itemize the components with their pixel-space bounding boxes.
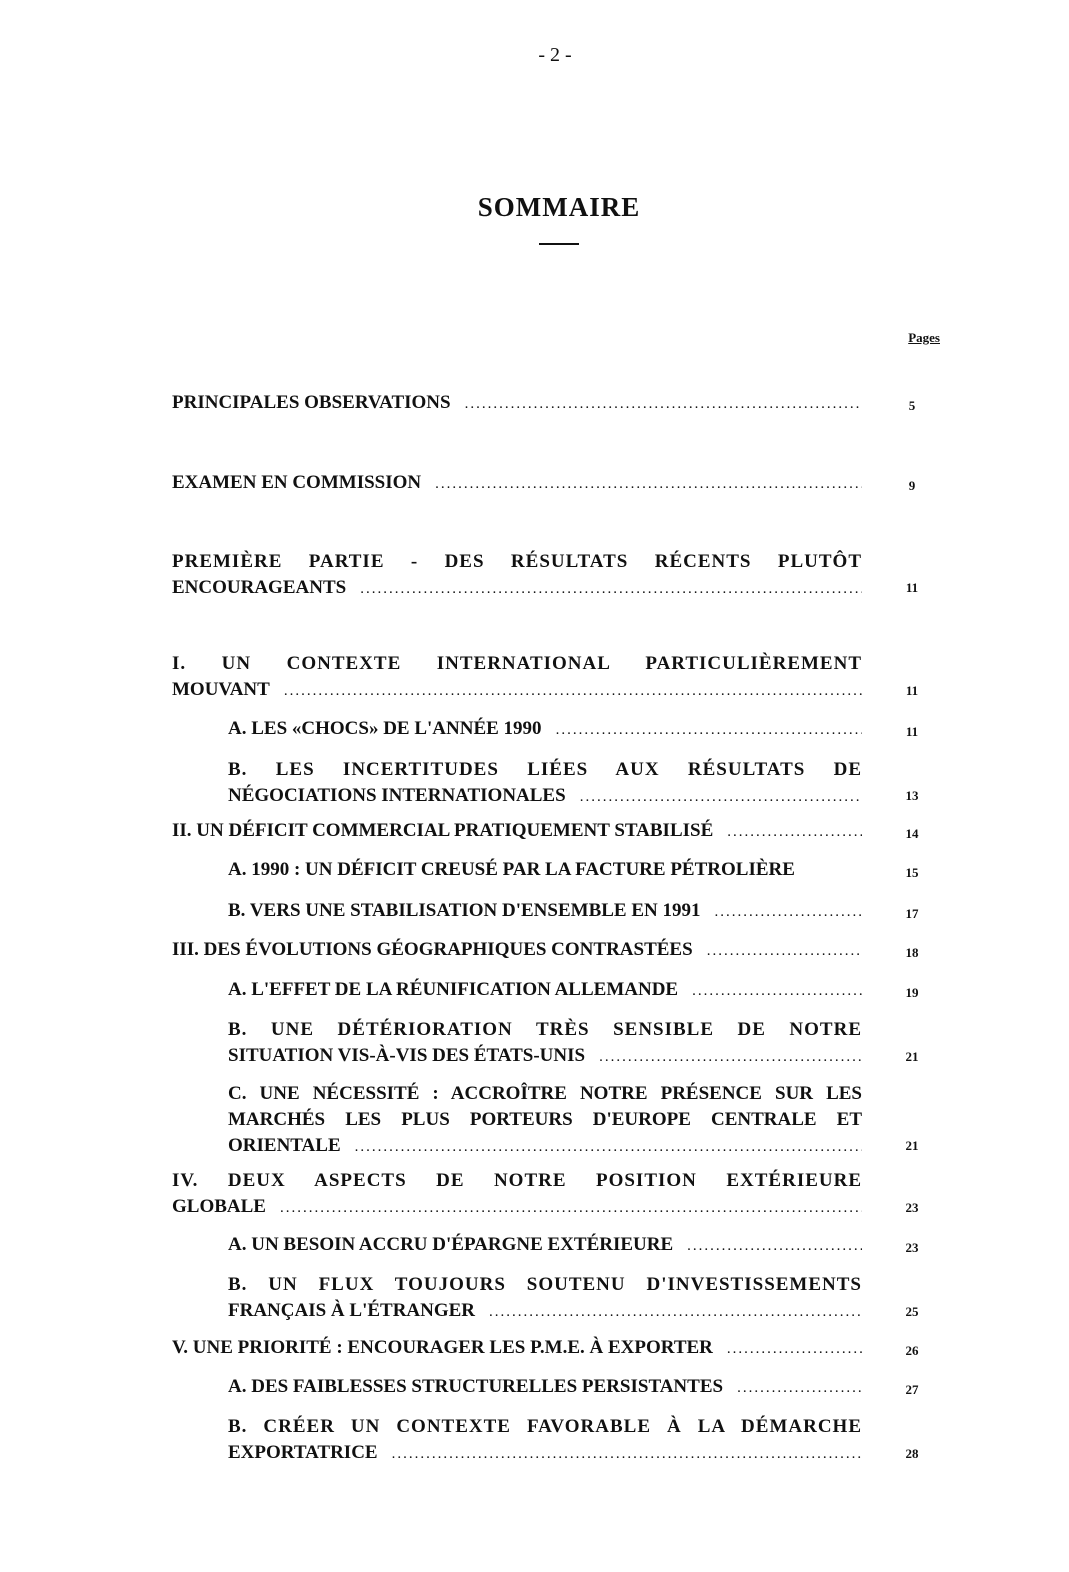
toc-entry-5-b[interactable] bbox=[228, 1414, 862, 1467]
pages-column-header: Pages bbox=[908, 330, 940, 345]
toc-page-number: 11 bbox=[905, 683, 919, 698]
toc-entry-label-line1: B. LES INCERTITUDES LIÉES AUX RÉSULTATS DE bbox=[228, 759, 862, 780]
toc-entry-label: III. DES ÉVOLUTIONS GÉOGRAPHIQUES CONTRASTÉES bbox=[172, 939, 693, 960]
toc-entry-label-line1: PREMIÈRE PARTIE - DES RÉSULTATS RÉCENTS PLUTÔT bbox=[172, 551, 862, 572]
toc-page-number: 19 bbox=[905, 985, 919, 1000]
toc-page-number: 9 bbox=[908, 478, 916, 493]
toc-entry-label: MOUVANT bbox=[172, 679, 270, 700]
page-number: - 2 - bbox=[538, 44, 572, 66]
dot-leader bbox=[687, 1233, 862, 1259]
toc-page-number: 11 bbox=[905, 724, 919, 739]
toc-entry-label-line1: IV. DEUX ASPECTS DE NOTRE POSITION EXTÉRIEURE bbox=[172, 1170, 862, 1191]
toc-entry-label: A. DES FAIBLESSES STRUCTURELLES PERSISTANTES bbox=[228, 1376, 724, 1397]
toc-entry-label: FRANÇAIS À L'ÉTRANGER bbox=[228, 1300, 476, 1321]
dot-leader bbox=[360, 576, 862, 602]
toc-entry-label-line1: C. UNE NÉCESSITÉ : ACCROÎTRE NOTRE PRÉSENCE SUR LES bbox=[228, 1083, 862, 1104]
toc-entry-section-2[interactable] bbox=[172, 818, 862, 845]
toc-page-number: 5 bbox=[908, 398, 916, 413]
toc-entry-label-line1: I. UN CONTEXTE INTERNATIONAL PARTICULIÈREMENT bbox=[172, 653, 862, 674]
dot-leader bbox=[392, 1441, 862, 1467]
toc-page-number: 17 bbox=[905, 906, 919, 921]
toc-page-number: 11 bbox=[905, 580, 919, 595]
dot-leader bbox=[580, 784, 862, 810]
dot-leader bbox=[737, 1375, 862, 1401]
toc-entry-3-b[interactable] bbox=[228, 1017, 862, 1070]
toc-page-number: 23 bbox=[905, 1240, 919, 1255]
toc-page-number: 27 bbox=[905, 1382, 919, 1397]
dot-leader bbox=[280, 1195, 862, 1221]
dot-leader bbox=[715, 899, 863, 925]
toc-entry-2-a[interactable] bbox=[228, 857, 862, 883]
toc-entry-premiere-partie[interactable] bbox=[172, 549, 862, 602]
toc-entry-label: NÉGOCIATIONS INTERNATIONALES bbox=[228, 785, 566, 806]
title-underline bbox=[539, 243, 579, 245]
page-title: SOMMAIRE bbox=[477, 192, 641, 222]
toc-entry-2-b[interactable] bbox=[228, 898, 862, 925]
toc-entry-label: II. UN DÉFICIT COMMERCIAL PRATIQUEMENT STABILISÉ bbox=[172, 820, 714, 841]
toc-page-number: 14 bbox=[905, 826, 919, 841]
toc-entry-section-3[interactable] bbox=[172, 937, 862, 964]
toc-entry-label: A. LES «CHOCS» DE L'ANNÉE 1990 bbox=[228, 718, 542, 739]
dot-leader bbox=[465, 391, 862, 417]
toc-entry-label: ENCOURAGEANTS bbox=[172, 577, 347, 598]
toc-entry-label: PRINCIPALES OBSERVATIONS bbox=[172, 392, 451, 413]
dot-leader bbox=[355, 1134, 862, 1160]
toc-page-number: 23 bbox=[905, 1200, 919, 1215]
toc-entry-label: EXPORTATRICE bbox=[228, 1442, 378, 1463]
toc-entry-3-c[interactable] bbox=[228, 1081, 862, 1160]
toc-page-number: 26 bbox=[905, 1343, 919, 1358]
toc-page-number: 21 bbox=[905, 1049, 919, 1064]
toc-entry-label: SITUATION VIS-À-VIS DES ÉTATS-UNIS bbox=[228, 1045, 586, 1066]
dot-leader bbox=[284, 678, 862, 704]
toc-entry-4-b[interactable] bbox=[228, 1272, 862, 1325]
toc-entry-1-b[interactable] bbox=[228, 757, 862, 810]
toc-entry-label: EXAMEN EN COMMISSION bbox=[172, 472, 422, 493]
toc-entry-principales-observations[interactable] bbox=[172, 390, 862, 417]
dot-leader bbox=[692, 978, 862, 1004]
toc-entry-label-line1: B. UN FLUX TOUJOURS SOUTENU D'INVESTISSEMENTS bbox=[228, 1274, 862, 1295]
toc-entry-label: A. UN BESOIN ACCRU D'ÉPARGNE EXTÉRIEURE bbox=[228, 1234, 674, 1255]
toc-page-number: 18 bbox=[905, 945, 919, 960]
toc-page-number: 21 bbox=[905, 1138, 919, 1153]
dot-leader bbox=[489, 1299, 862, 1325]
toc-entry-section-5[interactable] bbox=[172, 1335, 862, 1362]
toc-entry-1-a[interactable] bbox=[228, 716, 862, 743]
toc-entry-4-a[interactable] bbox=[228, 1232, 862, 1259]
dot-leader bbox=[727, 819, 862, 845]
toc-entry-label: A. L'EFFET DE LA RÉUNIFICATION ALLEMANDE bbox=[228, 979, 679, 1000]
toc-entry-3-a[interactable] bbox=[228, 977, 862, 1004]
dot-leader bbox=[435, 471, 862, 497]
dot-leader bbox=[707, 938, 862, 964]
toc-entry-label: B. VERS UNE STABILISATION D'ENSEMBLE EN 1991 bbox=[228, 900, 701, 921]
toc-entry-label-line2: MARCHÉS LES PLUS PORTEURS D'EUROPE CENTRALE ET bbox=[228, 1109, 862, 1130]
toc-entry-label: V. UNE PRIORITÉ : ENCOURAGER LES P.M.E. À EXPORTER bbox=[172, 1337, 713, 1358]
toc-entry-label-line1: B. CRÉER UN CONTEXTE FAVORABLE À LA DÉMARCHE bbox=[228, 1416, 862, 1437]
toc-page-number: 25 bbox=[905, 1304, 919, 1319]
dot-leader bbox=[727, 1336, 862, 1362]
toc-entry-examen-en-commission[interactable] bbox=[172, 470, 862, 497]
toc-page-number: 28 bbox=[905, 1446, 919, 1461]
toc-entry-5-a[interactable] bbox=[228, 1374, 862, 1401]
toc-entry-section-1[interactable] bbox=[172, 651, 862, 704]
toc-entry-label-line1: B. UNE DÉTÉRIORATION TRÈS SENSIBLE DE NOTRE bbox=[228, 1019, 862, 1040]
dot-leader bbox=[556, 717, 862, 743]
dot-leader bbox=[599, 1044, 862, 1070]
toc-page-number: 15 bbox=[905, 865, 919, 880]
toc-entry-section-4[interactable] bbox=[172, 1168, 862, 1221]
toc-entry-label: GLOBALE bbox=[172, 1196, 266, 1217]
toc-entry-label: ORIENTALE bbox=[228, 1135, 341, 1156]
toc-page-number: 13 bbox=[905, 788, 919, 803]
toc-entry-label: A. 1990 : UN DÉFICIT CREUSÉ PAR LA FACTURE PÉTROLIÈRE bbox=[228, 859, 795, 880]
